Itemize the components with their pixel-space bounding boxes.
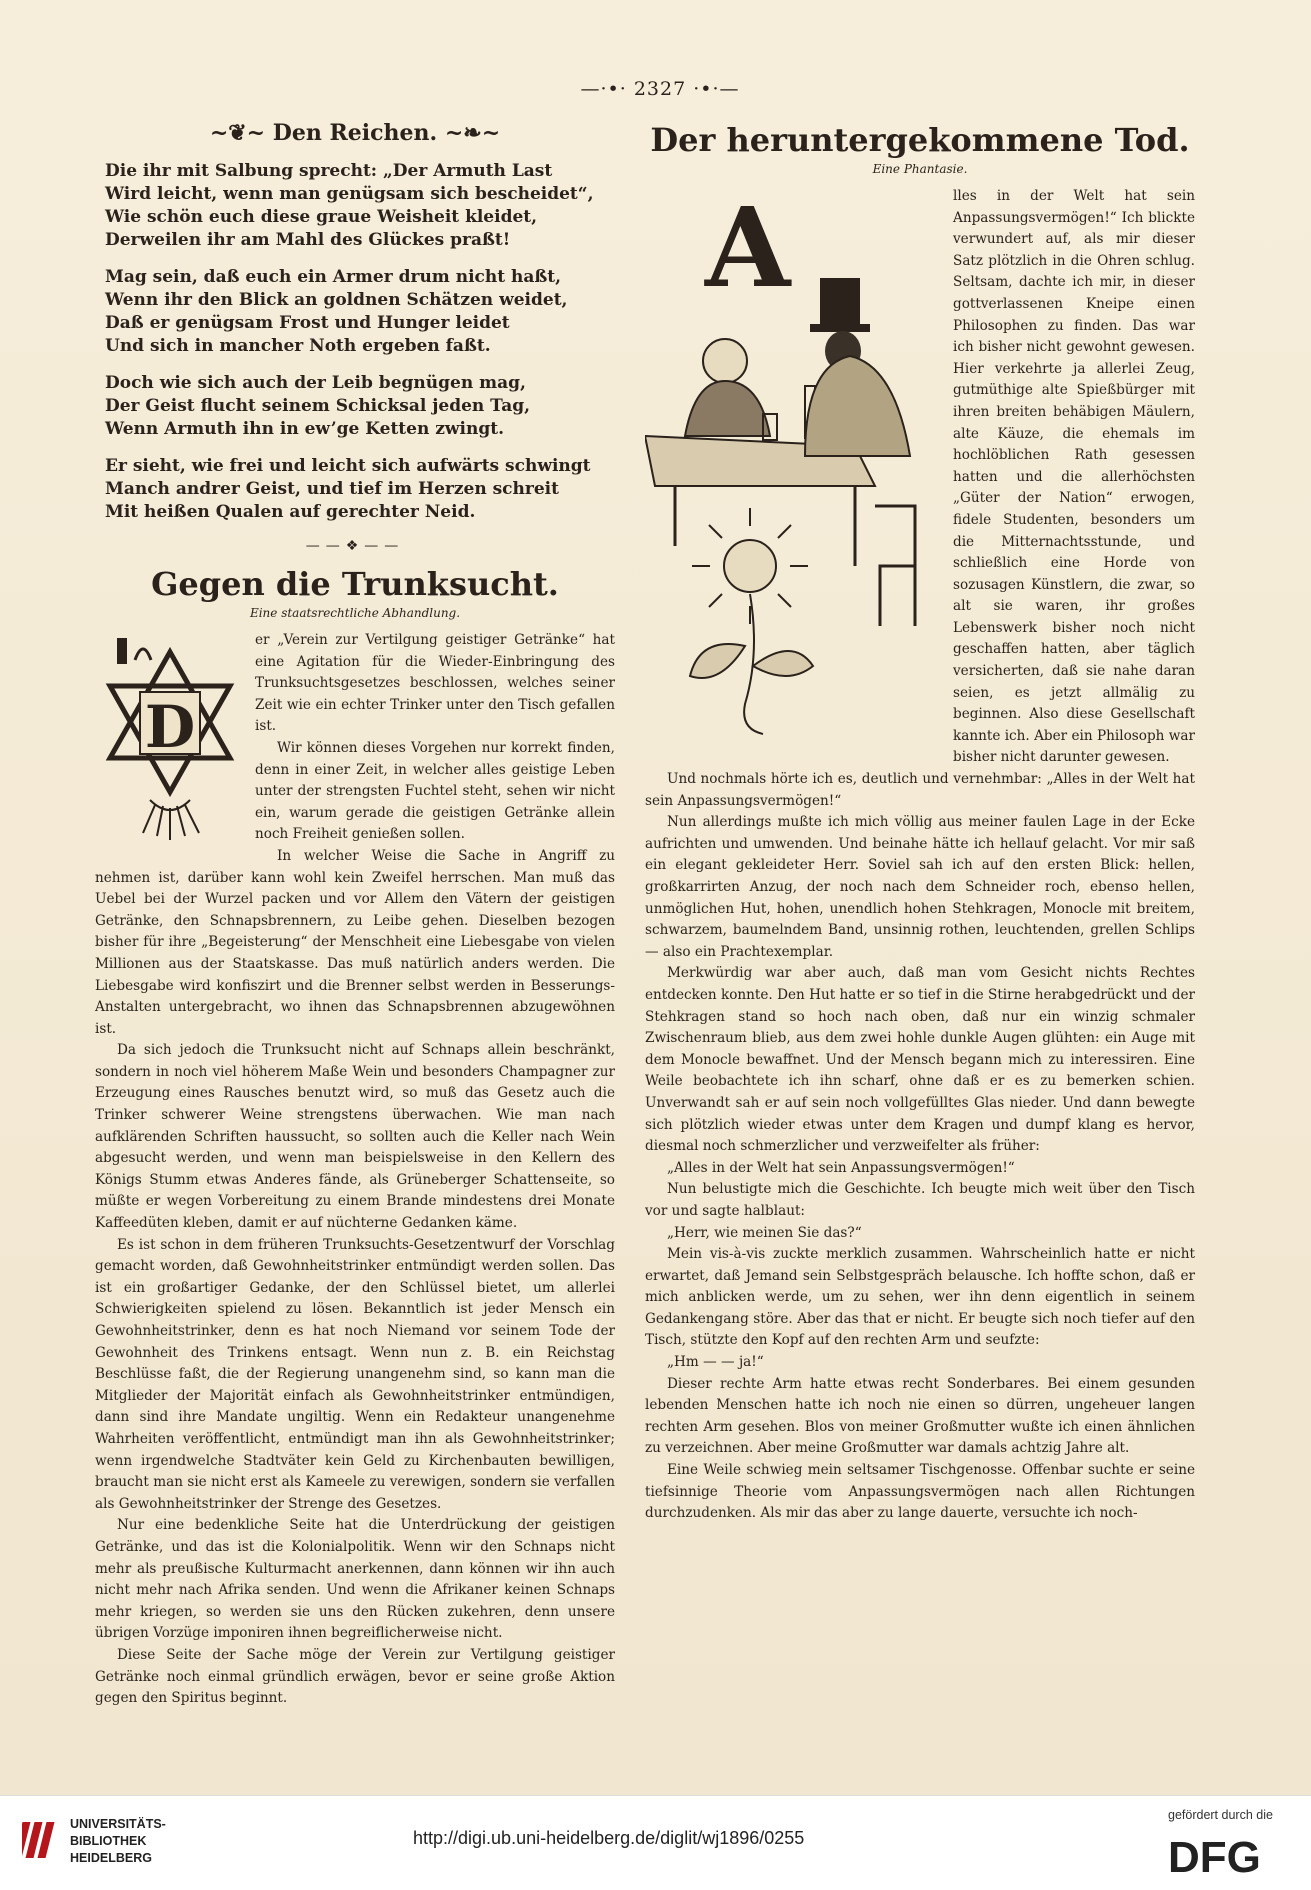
drop-cap-initial: D <box>144 693 196 761</box>
dfg-logo-text: DFG <box>1168 1833 1261 1878</box>
paragraph: Dieser rechte Arm hatte etwas recht Sonderbares. Bei einem gesunden lebenden Menschen hatte ich noch nie einen so dürren, ungeheuer langen rechten Arm gesehen. Blos von meiner Großmutter wußte ich einen ähnlichen zu verzeichnen. Aber meine Großmutter war damals achtzig Jahre alt. <box>645 1375 1195 1457</box>
poem-line: Wenn ihr den Blick an goldnen Schätzen weidet, <box>105 290 568 310</box>
paragraph: Wir können dieses Vorgehen nur korrekt finden, denn in einer Zeit, in welcher alles geistige Leben unter der strengsten Fuchtel steht, sehen wir nicht ein, warum gerade die geistigen Getränke allein noch Freiheit genießen sollen. <box>255 739 615 843</box>
paragraph: Diese Seite der Sache möge der Verein zur Vertilgung geistiger Getränke noch einmal gründlich erwägen, bevor er seine große Aktion gegen den Spiritus beginnt. <box>95 1646 615 1707</box>
paragraph: Nun allerdings mußte ich mich völlig aus meiner faulen Lage in der Ecke aufrichten und umwenden. Und beinahe hätte ich hellauf gelacht. Vor mir saß ein elegant gekleideter Herr. Soviel sah ich auf den ersten Blick: hellen, großkarrirten Anzug, der noch nach dem Schneider roch, ebenso hellen, unmöglichen Hut, hohen, unendlich hohen Stehkragen, Monocle mit breitem, schwarzem, baumelndem Band, unsinnig rothen, leuchtenden, grellen Schlips — also ein Prachtexemplar. <box>645 814 1195 960</box>
source-url[interactable]: http://digi.ub.uni-heidelberg.de/diglit/wj1896/0255 <box>413 1828 805 1848</box>
left-column <box>95 120 615 1710</box>
funding-label: gefördert durch die <box>1168 1808 1273 1822</box>
paragraph: „Herr, wie meinen Sie das?“ <box>667 1224 862 1241</box>
paragraph: Mein vis-à-vis zuckte merklich zusammen. Wahrscheinlich hatte er nicht erwartet, daß Jemand sein Selbstgespräch belausche. Ich hoffte schon, daß er mich anblicken werde, um zu sehen, wer ihn denn eigentlich in seinem Gedankengang störe. Aber das that er nicht. Er beugte sich noch tiefer auf den Tisch, stützte den Kopf auf den rechten Arm und seufzte: <box>645 1246 1195 1349</box>
paragraph: „Alles in der Welt hat sein Anpassungsvermögen!“ <box>667 1159 1015 1176</box>
poem-line: Daß er genügsam Frost und Hunger leidet <box>105 313 510 333</box>
paragraph: Merkwürdig war aber auch, daß man vom Gesicht nichts Rechtes entdecken konnte. Den Hut hatte er so tief in die Stirne herabgedrückt und der Stehkragen stand so hoch nach oben, daß nur ein winzig schmaler Zwischenraum blieb, aus dem zwei hohle dunkle Augen glühten: ein Auge mit dem Monocle bewaffnet. Und der Mensch begann mich zu interessiren. Eine Weile beobachtete ich ihn scharf, ohne daß er es zu bemerken schien. Unverwandt sah er auf sein noch vollgefülltes Glas nieder. Und dann bewegte sich plötzlich wieder etwas unter dem Kragen und dumpf klang es hervor, diesmal noch schmerzlicher und verzweifelter als früher: <box>645 965 1195 1155</box>
dfg-logo-icon <box>1168 1830 1288 1878</box>
ornament-icon: ~❦~ <box>209 120 273 146</box>
poem-line: Wenn Armuth ihn in ew’ge Ketten zwingt. <box>105 419 505 439</box>
poem-stanza <box>105 372 615 441</box>
poem-body <box>95 160 615 524</box>
poem-line: Er sieht, wie frei und leicht sich aufwärts schwingt <box>105 456 591 476</box>
poem-stanza <box>105 266 615 358</box>
poem-line: Manch andrer Geist, und tief im Herzen schreit <box>105 479 559 499</box>
library-name: UNIVERSITÄTS- BIBLIOTHEK HEIDELBERG <box>70 1817 166 1865</box>
paragraph: Es ist schon in dem früheren Trunksuchts-Gesetzentwurf der Vorschlag gemacht worden, daß Gewohnheitstrinker entmündigt werden sollen. Das ist ein großartiger Gedanke, der den Schlüssel bietet, um allerlei Schwierigkeiten spielend zu lösen. Bekanntlich ist jeder Mensch ein Gewohnheitstrinker, denn es hat noch Niemand vor seinem Tode der Gewohnheit des Trinkens entsagt. Wenn nun z. B. ein Reichstag Beschlüsse faßt, die der Regierung unangenehm sind, so kann man die Mitglieder der Majorität einfach als Gewohnheitstrinker entmündigen, dann sind ihre Mandate ungiltig. Wenn ein Redakteur unangenehme Wahrheiten veröffentlicht, entmündigt man ihn als Gewohnheitstrinker; wenn irgendwelche Stadtväter kein Geld zu Kirchenbauten bewilligen, braucht man sie nicht erst als Kameele zu verewigen, sondern sie verfallen als Gewohnheitstrinker der Strenge des Gesetzes. <box>95 1236 615 1512</box>
article-title: Der heruntergekommene Tod. <box>650 121 1190 159</box>
paragraph: Nun belustigte mich die Geschichte. Ich beugte mich weit über den Tisch vor und sagte halblaut: <box>645 1181 1195 1219</box>
footer <box>0 1795 1311 1890</box>
ornament-icon: ~❧~ <box>437 120 501 146</box>
article-title: Gegen die Trunksucht. <box>151 565 559 603</box>
page-number: —·•· 2327 ·•·— <box>580 78 740 100</box>
drop-cap-initial: A <box>705 186 791 312</box>
paragraph: lles in der Welt hat sein Anpassungsvermögen!“ Ich blickte verwundert auf, als mir dieser Satz plötzlich in die Ohren schlug. Seltsam, dachte ich mir, in dieser gottverlassenen Kneipe einen Philosophen zu finden. Das war ich bisher nicht gewohnt gewesen. Hier verkehrte ja allerlei Zeug, gutmüthige alte Spießbürger mit ihren breiten behäbigen Mäulern, alte Käuze, die ehemals im hochlöblichen Rath gesessen hatten und die allerhöchsten „Güter der Nation“ erwogen, fidele Studenten, besonders um die Mitternachtsstunde, und schließlich eine Horde von sozusagen Künstlern, die zwar, so alt sie waren, ihr großes Lebenswerk bisher noch nicht geschaffen hatten, aber täglich versicherten, daß sie nahe daran seien, es jetzt allmälig zu beginnen. Also diese Gesellschaft kannte ich. Aber ein Philosoph war bisher nicht darunter gewesen. <box>953 188 1195 766</box>
paragraph: Nur eine bedenkliche Seite hat die Unterdrückung der geistigen Getränke, und das ist die Kolonialpolitik. Wenn wir den Schnaps nicht mehr als preußische Kulturmacht anerkennen, dann können wir ihn auch nicht mehr nach Afrika senden. Und wenn die Afrikaner keinen Schnaps mehr kriegen, so werden sie uns den Rücken zukehren, denn unsere übrigen Vorzüge imponiren ihnen begreiflicherweise nicht. <box>95 1517 615 1642</box>
article-subtitle: Eine Phantasie. <box>872 162 968 176</box>
poem-line: Derweilen ihr am Mahl des Glückes praßt! <box>105 230 511 250</box>
poem-stanza <box>105 160 615 252</box>
poem-line: Doch wie sich auch der Leib begnügen mag, <box>105 373 526 393</box>
paragraph: Eine Weile schwieg mein seltsamer Tischgenosse. Offenbar suchte er seine tiefsinnige Theorie vom Anpassungsvermögen nach allen Richtungen durchzudenken. Als mir das aber zu lange dauerte, versuchte ich noch- <box>645 1462 1195 1522</box>
poem-line: Die ihr mit Salbung sprecht: „Der Armuth Last <box>105 161 553 181</box>
university-library-logo-icon <box>22 1816 58 1864</box>
paragraph: In welcher Weise die Sache in Angriff zu nehmen ist, darüber kann wohl kein Zweifel herrschen. Man muß das Uebel bei der Wurzel packen und vor Allem den Vätern der geistigen Getränke, den Schnapsbrennern, zu Leibe gehen. Dieselben bezogen bisher für ihre „Begeisterung“ der Menschheit eine Liebesgabe von vielen Millionen aus der Staatskasse. Das muß natürlich anders werden. Die Liebesgabe wird konfiszirt und die Brenner selbst werden in Besserungs-Anstalten untergebracht, wo ihnen das Schnapsbrennen abzugewöhnen ist. <box>95 847 615 1037</box>
poem-line: Und sich in mancher Noth ergeben faßt. <box>105 336 491 356</box>
article-body <box>95 630 615 1710</box>
poem-line: Wird leicht, wenn man genügsam sich bescheidet“, <box>105 184 594 204</box>
paragraph: er „Verein zur Vertilgung geistiger Getränke“ hat eine Agitation für die Wieder-Einbringung des Trunksuchtsgesetzes beschlossen, welches seiner Zeit wie ein echter Trinker unter den Tisch gefallen ist. <box>255 632 615 735</box>
poem-line: Mag sein, daß euch ein Armer drum nicht haßt, <box>105 267 562 287</box>
poem-stanza <box>105 455 615 524</box>
star-of-david-illustration-icon <box>95 630 245 850</box>
right-column <box>645 120 1195 1525</box>
poem-line: Der Geist flucht seinem Schicksal jeden Tag, <box>105 396 531 416</box>
poem-title: ~❦~ Den Reichen. ~❧~ <box>209 120 501 146</box>
tavern-illustration-icon <box>645 186 945 746</box>
paragraph: Da sich jedoch die Trunksucht nicht auf Schnaps allein beschränkt, sondern in noch viel höherem Maße Wein und besonders Champagner zur Erzeugung eines Rausches benutzt wird, so muß das Gesetz auch die Trinker schwerer Weine strengstens überwachen. Wie man nach aufklärenden Schriften haussucht, so sollten auch die Keller nach Wein abgesucht werden, und wenn man beispielsweise in den Kellern des Königs Stumm etwas Anderes fände, als Grüneberger Schattenseite, so müßte er wegen Vorbereitung zu einem Brande mindestens drei Monate Kaffeedüten kleben, damit er auf nüchterne Gedanken käme. <box>95 1042 615 1232</box>
article-body <box>645 186 1195 1525</box>
article-subtitle: Eine staatsrechtliche Abhandlung. <box>249 606 461 620</box>
paragraph: Und nochmals hörte ich es, deutlich und vernehmbar: „Alles in der Welt hat sein Anpassungsvermögen!“ <box>645 771 1195 809</box>
paragraph: „Hm — — ja!“ <box>667 1354 764 1371</box>
separator: ——❖—— <box>305 538 405 554</box>
poem-line: Wie schön euch diese graue Weisheit kleidet, <box>105 207 538 227</box>
poem-line: Mit heißen Qualen auf gerechter Neid. <box>105 502 476 522</box>
